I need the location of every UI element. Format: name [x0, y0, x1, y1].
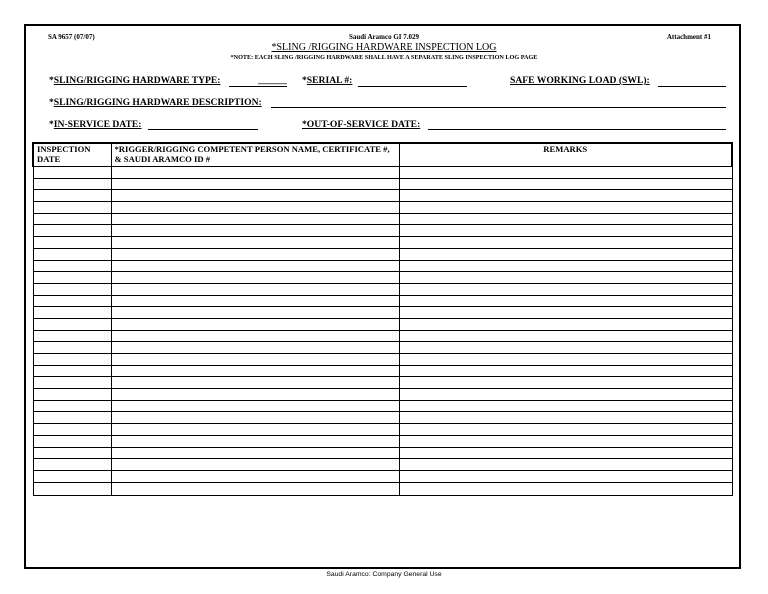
remarks-cell[interactable]: [399, 190, 732, 202]
table-row: [33, 447, 732, 459]
inspection-date-cell[interactable]: [33, 307, 111, 319]
rigger-person-cell[interactable]: [111, 178, 399, 190]
table-row: [33, 459, 732, 471]
remarks-cell[interactable]: [399, 167, 732, 179]
table-row: [33, 295, 732, 307]
inspection-date-cell[interactable]: [33, 283, 111, 295]
remarks-cell[interactable]: [399, 318, 732, 330]
table-row: [33, 202, 732, 214]
remarks-cell[interactable]: [399, 377, 732, 389]
inspection-date-cell[interactable]: [33, 400, 111, 412]
inspection-date-cell[interactable]: [33, 248, 111, 260]
remarks-cell[interactable]: [399, 482, 732, 495]
inspection-date-cell[interactable]: [33, 260, 111, 272]
hardware-type-value: ______: [258, 75, 287, 86]
remarks-cell[interactable]: [399, 435, 732, 447]
rigger-person-cell[interactable]: [111, 424, 399, 436]
inspection-date-cell[interactable]: [33, 178, 111, 190]
remarks-cell[interactable]: [399, 470, 732, 482]
out-of-service-field[interactable]: [428, 129, 726, 130]
remarks-cell[interactable]: [399, 260, 732, 272]
serial-label: *SERIAL #:: [302, 75, 353, 86]
rigger-person-cell[interactable]: [111, 260, 399, 272]
inspection-date-cell[interactable]: [33, 213, 111, 225]
table-row: [33, 225, 732, 237]
table-row: [33, 482, 732, 495]
inspection-date-cell[interactable]: [33, 447, 111, 459]
rigger-person-cell[interactable]: [111, 412, 399, 424]
inspection-date-header: INSPECTION DATE: [33, 143, 111, 167]
remarks-cell[interactable]: [399, 365, 732, 377]
table-row: [33, 260, 732, 272]
rigger-person-cell[interactable]: [111, 400, 399, 412]
rigger-person-cell[interactable]: [111, 318, 399, 330]
rigger-person-cell[interactable]: [111, 167, 399, 179]
rigger-person-cell[interactable]: [111, 354, 399, 366]
table-row: [33, 470, 732, 482]
rigger-person-cell[interactable]: [111, 202, 399, 214]
table-row: [33, 377, 732, 389]
gi-reference: Saudi Aramco GI 7.029: [348, 33, 419, 41]
inspection-date-cell[interactable]: [33, 424, 111, 436]
inspection-date-cell[interactable]: [33, 342, 111, 354]
serial-field[interactable]: [358, 86, 467, 87]
remarks-cell[interactable]: [399, 272, 732, 284]
remarks-cell[interactable]: [399, 412, 732, 424]
log-body: [33, 167, 732, 496]
rigger-person-cell[interactable]: [111, 435, 399, 447]
hardware-type-label: *SLING/RIGGING HARDWARE TYPE:: [49, 75, 221, 86]
rigger-person-cell[interactable]: [111, 470, 399, 482]
inspection-date-cell[interactable]: [33, 202, 111, 214]
rigger-person-cell[interactable]: [111, 213, 399, 225]
remarks-cell[interactable]: [399, 354, 732, 366]
inspection-date-cell[interactable]: [33, 459, 111, 471]
table-row: [33, 272, 732, 284]
hardware-type-field[interactable]: [229, 86, 287, 87]
table-row: [33, 389, 732, 401]
remarks-cell[interactable]: [399, 424, 732, 436]
swl-label: SAFE WORKING LOAD (SWL):: [510, 75, 650, 86]
table-row: [33, 318, 732, 330]
remarks-cell[interactable]: [399, 459, 732, 471]
remarks-cell[interactable]: [399, 447, 732, 459]
table-row: [33, 342, 732, 354]
remarks-cell[interactable]: [399, 202, 732, 214]
table-row: [33, 283, 732, 295]
attachment-label: Attachment #1: [666, 33, 711, 41]
inspection-date-cell[interactable]: [33, 167, 111, 179]
rigger-person-cell[interactable]: [111, 365, 399, 377]
rigger-person-cell[interactable]: [111, 482, 399, 495]
rigger-person-cell[interactable]: [111, 248, 399, 260]
out-of-service-label: *OUT-OF-SERVICE DATE:: [302, 119, 421, 130]
rigger-person-cell[interactable]: [111, 307, 399, 319]
footer-classification: Saudi Aramco: Company General Use: [326, 571, 442, 578]
remarks-cell[interactable]: [399, 400, 732, 412]
rigger-person-cell[interactable]: [111, 447, 399, 459]
inspection-date-cell[interactable]: [33, 225, 111, 237]
remarks-cell[interactable]: [399, 213, 732, 225]
inspection-date-cell[interactable]: [33, 412, 111, 424]
table-row: [33, 178, 732, 190]
table-row: [33, 354, 732, 366]
page-title: *SLING /RIGGING HARDWARE INSPECTION LOG: [271, 42, 497, 53]
table-row: [33, 237, 732, 249]
rigger-person-header: *RIGGER/RIGGING COMPETENT PERSON NAME, CERTIFICATE #, & SAUDI ARAMCO ID #: [111, 143, 399, 167]
inspection-date-cell[interactable]: [33, 365, 111, 377]
rigger-person-cell[interactable]: [111, 283, 399, 295]
inspection-log-table: [32, 142, 733, 496]
inspection-date-cell[interactable]: [33, 470, 111, 482]
inspection-date-cell[interactable]: [33, 389, 111, 401]
rigger-person-cell[interactable]: [111, 237, 399, 249]
inspection-date-cell[interactable]: [33, 318, 111, 330]
in-service-label: *IN-SERVICE DATE:: [49, 119, 142, 130]
inspection-date-cell[interactable]: [33, 272, 111, 284]
page-note: *NOTE: EACH SLING /RIGGING HARDWARE SHALL HAVE A SEPARATE SLING INSPECTION LOG PAGE: [230, 54, 538, 61]
inspection-date-cell[interactable]: [33, 295, 111, 307]
remarks-cell[interactable]: [399, 237, 732, 249]
inspection-date-cell[interactable]: [33, 435, 111, 447]
rigger-person-cell[interactable]: [111, 190, 399, 202]
table-row: [33, 435, 732, 447]
remarks-cell[interactable]: [399, 342, 732, 354]
remarks-header: REMARKS: [399, 143, 732, 167]
table-row: [33, 167, 732, 179]
table-row: [33, 424, 732, 436]
rigger-person-cell[interactable]: [111, 272, 399, 284]
in-service-field[interactable]: [148, 129, 258, 130]
rigger-person-cell[interactable]: [111, 377, 399, 389]
description-label: *SLING/RIGGING HARDWARE DESCRIPTION:: [49, 97, 262, 108]
table-row: [33, 190, 732, 202]
remarks-cell[interactable]: [399, 295, 732, 307]
table-row: [33, 365, 732, 377]
inspection-date-cell[interactable]: [33, 354, 111, 366]
remarks-cell[interactable]: [399, 178, 732, 190]
remarks-cell[interactable]: [399, 389, 732, 401]
rigger-person-cell[interactable]: [111, 459, 399, 471]
form-number: SA 9657 (07/07): [48, 33, 95, 41]
inspection-date-cell[interactable]: [33, 377, 111, 389]
table-row: [33, 412, 732, 424]
inspection-date-cell[interactable]: [33, 190, 111, 202]
table-row: [33, 400, 732, 412]
rigger-person-cell[interactable]: [111, 225, 399, 237]
inspection-date-cell[interactable]: [33, 237, 111, 249]
remarks-cell[interactable]: [399, 248, 732, 260]
rigger-person-cell[interactable]: [111, 342, 399, 354]
inspection-date-cell[interactable]: [33, 330, 111, 342]
table-row: [33, 330, 732, 342]
remarks-cell[interactable]: [399, 307, 732, 319]
description-field[interactable]: [271, 107, 726, 108]
remarks-cell[interactable]: [399, 330, 732, 342]
table-row: [33, 248, 732, 260]
remarks-cell[interactable]: [399, 283, 732, 295]
swl-field[interactable]: [658, 86, 726, 87]
rigger-person-cell[interactable]: [111, 295, 399, 307]
inspection-date-cell[interactable]: [33, 482, 111, 495]
table-row: [33, 307, 732, 319]
rigger-person-cell[interactable]: [111, 330, 399, 342]
rigger-person-cell[interactable]: [111, 389, 399, 401]
remarks-cell[interactable]: [399, 225, 732, 237]
table-row: [33, 213, 732, 225]
